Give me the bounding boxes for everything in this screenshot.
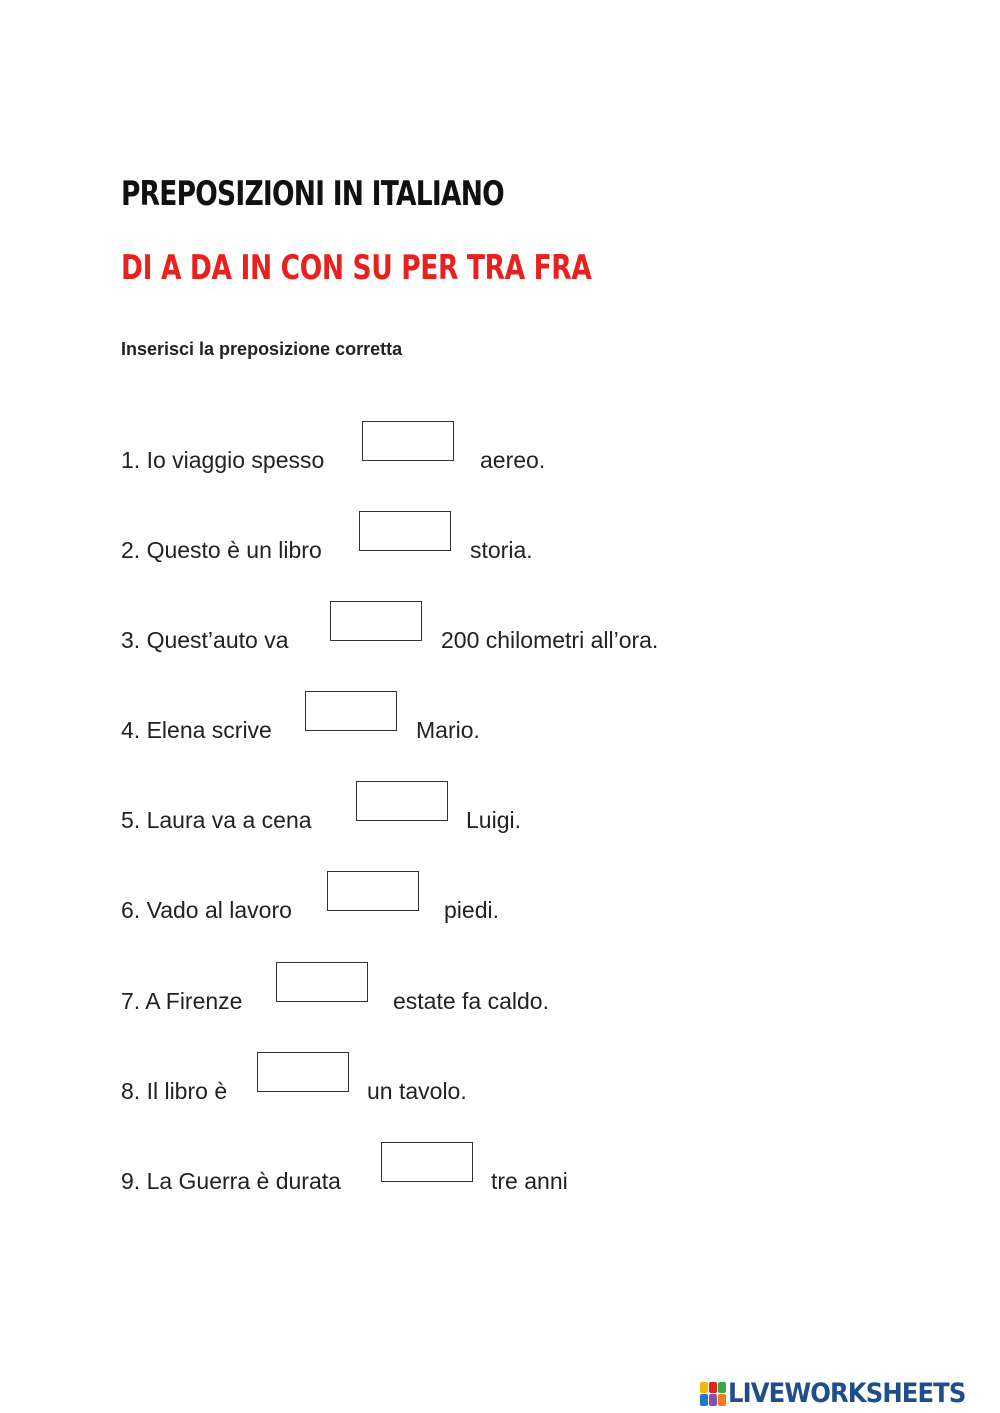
answer-box-4[interactable] <box>305 691 397 731</box>
sentence-after: 200 chilometri all’ora. <box>441 627 659 653</box>
logo-tile <box>700 1382 708 1394</box>
sentence-2 <box>0 511 1000 563</box>
sentence-7 <box>0 962 1000 1014</box>
answer-box-7[interactable] <box>276 962 368 1002</box>
sentence-after: Mario. <box>416 717 480 743</box>
logo-tile <box>700 1394 708 1406</box>
logo-tile <box>718 1394 726 1406</box>
answer-box-9[interactable] <box>381 1142 473 1182</box>
logo-tile <box>709 1382 717 1394</box>
sentence-before: 9. La Guerra è durata <box>121 1168 341 1194</box>
answer-box-2[interactable] <box>359 511 451 551</box>
sentence-before: 6. Vado al lavoro <box>121 897 292 923</box>
sentence-1 <box>0 421 1000 473</box>
sentence-before: 1. Io viaggio spesso <box>121 447 325 473</box>
sentence-before: 3. Quest’auto va <box>121 627 289 653</box>
sentence-3 <box>0 601 1000 653</box>
logo-tile <box>718 1382 726 1394</box>
worksheet-title: PREPOSIZIONI IN ITALIANO <box>121 174 504 214</box>
answer-box-5[interactable] <box>356 781 448 821</box>
sentence-after: un tavolo. <box>367 1078 467 1104</box>
sentence-after: estate fa caldo. <box>393 988 549 1014</box>
sentence-before: 2. Questo è un libro <box>121 537 322 563</box>
sentence-8 <box>0 1052 1000 1104</box>
sentence-after: piedi. <box>444 897 499 923</box>
answer-box-6[interactable] <box>327 871 419 911</box>
prepositions-list: DI A DA IN CON SU PER TRA FRA <box>121 248 592 288</box>
sentence-9 <box>0 1142 1000 1194</box>
answer-box-3[interactable] <box>330 601 422 641</box>
instruction-text: Inserisci la preposizione corretta <box>121 339 403 359</box>
sentence-after: aereo. <box>480 447 546 473</box>
liveworksheets-logo-icon <box>700 1382 726 1406</box>
answer-box-1[interactable] <box>362 421 454 461</box>
sentence-after: storia. <box>470 537 533 563</box>
sentence-4 <box>0 691 1000 743</box>
sentence-6 <box>0 871 1000 923</box>
answer-box-8[interactable] <box>257 1052 349 1092</box>
logo-tile <box>709 1394 717 1406</box>
liveworksheets-branding <box>700 1378 992 1409</box>
sentence-before: 8. Il libro è <box>121 1078 228 1104</box>
sentence-5 <box>0 781 1000 833</box>
sentence-after: tre anni <box>491 1168 568 1194</box>
sentence-before: 5. Laura va a cena <box>121 807 312 833</box>
brand-name: LIVEWORKSHEETS <box>728 1378 966 1409</box>
sentence-after: Luigi. <box>466 807 521 833</box>
sentence-before: 4. Elena scrive <box>121 717 272 743</box>
sentence-before: 7. A Firenze <box>121 988 243 1014</box>
